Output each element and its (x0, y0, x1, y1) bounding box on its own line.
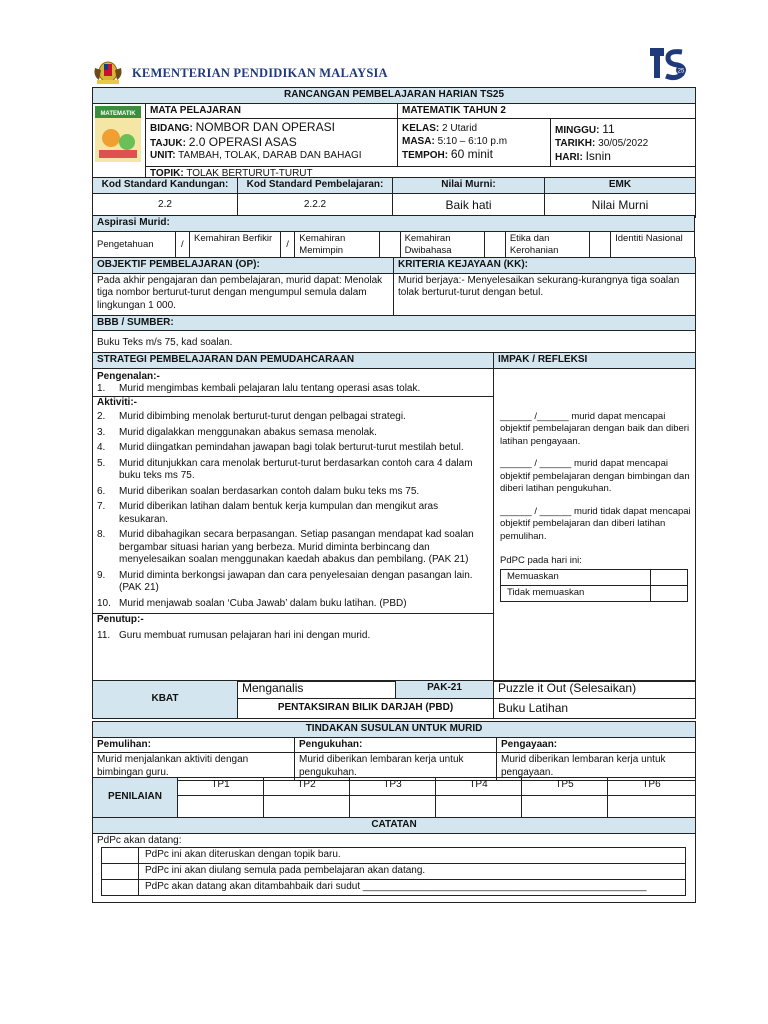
step-1: 1. Murid mengimbas kembali pelajaran lalu tentang operasi asas tolak. (97, 383, 421, 394)
tp6-cell[interactable] (608, 796, 696, 818)
step-11: 11. Guru membuat rumusan pelajaran hari ini dengan murid. (97, 629, 371, 641)
aspirasi-dwibahasa: Kemahiran Dwibahasa (400, 231, 485, 259)
tarikh-value: 30/05/2022 (598, 137, 649, 149)
tp5-cell[interactable] (522, 796, 608, 818)
malaysia-crest-logo (92, 58, 124, 86)
pbd-value: Buku Latihan (494, 699, 696, 719)
textbook-cover-image (93, 103, 146, 182)
ministry-title: KEMENTERIAN PENDIDIKAN MALAYSIA (132, 66, 388, 80)
emk-header: EMK (545, 178, 696, 194)
pengukuhan-label: Pengukuhan: (295, 737, 497, 753)
impak-pengayaan: ______ /______ murid dapat mencapai objektif pembelajaran dengan baik dan diberi latihan pengayaan. (500, 410, 690, 447)
kelas-value: 2 Utarid (442, 123, 478, 134)
impak-pemulihan: ______ / ______ murid tidak dapat mencapai objektif pembelajaran dan diberi latihan pemulihan. (500, 505, 691, 542)
catatan-option-3-checkbox[interactable] (102, 880, 139, 896)
kbat-value: Menganalis (238, 681, 396, 699)
pemulihan-text: Murid menjalankan aktiviti dengan bimbingan guru. (93, 753, 295, 781)
tempoh-label: TEMPOH: (402, 150, 449, 161)
pdpc-memuaskan: Memuaskan (501, 569, 651, 585)
kbat-label: KBAT (93, 681, 238, 719)
ts25-logo (648, 46, 688, 82)
pak-label: PAK-21 (396, 681, 494, 699)
kk-text: Murid berjaya:- Menyelesaikan sekurang-kurangnya tiga soalan tolak berturut-turut dengan betul. (394, 273, 696, 315)
step-6: 6. Murid diberikan soalan berdasarkan contoh dalam buku teks ms 75. (97, 485, 420, 497)
penutup-label: Penutup:- (93, 613, 493, 627)
pdpc-options (500, 569, 688, 602)
aspirasi-etika-checkbox[interactable] (590, 231, 611, 259)
aspirasi-memimpin-checkbox[interactable] (379, 231, 400, 259)
catatan-intro: PdPc akan datang: (97, 834, 182, 846)
pembelajaran-value: 2.2.2 (238, 193, 393, 217)
kandungan-value: 2.2 (93, 193, 238, 217)
ts25-badge-text: 25 (677, 68, 685, 75)
tp3-cell[interactable] (350, 796, 436, 818)
tp1-label: TP1 (178, 778, 264, 796)
tp4-label: TP4 (436, 778, 522, 796)
pak-value: Puzzle it Out (Selesaikan) (494, 681, 696, 699)
tp4-cell[interactable] (436, 796, 522, 818)
catatan-option-2-checkbox[interactable] (102, 864, 139, 880)
catatan-options (101, 847, 686, 896)
aspirasi-identiti: Identiti Nasional (611, 231, 695, 259)
tp2-cell[interactable] (264, 796, 350, 818)
catatan-option-1: PdPc ini akan diteruskan dengan topik baru. (139, 848, 686, 864)
pengayaan-text: Murid diberikan lembaran kerja untuk pengayaan. (497, 753, 696, 781)
tp3-label: TP3 (350, 778, 436, 796)
aspirasi-memimpin: Kemahiran Memimpin (295, 231, 380, 259)
catatan-table (92, 817, 696, 903)
pengukuhan-text: Murid diberikan lembaran kerja untuk pengukuhan. (295, 753, 497, 781)
step-9: 9. Murid diminta berkongsi jawapan dan cara penyelesaian dengan pasangan lain. (PAK 21) (97, 569, 473, 593)
nilai-value: Baik hati (393, 193, 545, 217)
step-10: 10. Murid menjawab soalan ‘Cuba Jawab’ dalam buku latihan. (PBD) (97, 597, 407, 609)
kandungan-header: Kod Standard Kandungan: (93, 178, 238, 194)
pemulihan-label: Pemulihan: (93, 737, 295, 753)
kk-label: KRITERIA KEJAYAAN (KK): (394, 258, 696, 274)
hari-value: Isnin (585, 149, 611, 163)
susulan-label: TINDAKAN SUSULAN UNTUK MURID (93, 722, 696, 738)
op-label: OBJEKTIF PEMBELAJARAN (OP): (93, 258, 394, 274)
penilaian-table (92, 777, 696, 818)
topik-label: TOPIK: (150, 167, 184, 179)
objektif-table (92, 257, 696, 357)
tp6-label: TP6 (608, 778, 696, 796)
catatan-option-2: PdPc ini akan diulang semula pada pembelajaran akan datang. (139, 864, 686, 880)
bidang-value: NOMBOR DAN OPERASI (195, 120, 335, 134)
catatan-option-1-checkbox[interactable] (102, 848, 139, 864)
pdpc-memuaskan-checkbox[interactable] (651, 569, 688, 585)
kbat-table (92, 680, 696, 719)
aspirasi-pengetahuan-checkbox[interactable]: / (175, 231, 189, 259)
aspirasi-berfikir-checkbox[interactable]: / (280, 231, 294, 259)
step-2: 2. Murid dibimbing menolak berturut-turut dengan pelbagai strategi. (97, 411, 406, 422)
masa-label: MASA: (402, 135, 435, 147)
unit-value: TAMBAH, TOLAK, DARAB DAN BAHAGI (178, 150, 362, 161)
emk-value: Nilai Murni (545, 193, 696, 217)
aspirasi-table (92, 215, 695, 260)
step-8: 8. Murid dibahagikan secara berpasangan. Setiap pasangan mendapat kad soalan bergambar situasi harian yang berbeza. Murid diminta berbincang dan menyelesaikan soalan menggunakan kaedah abakus dan pembilang. (PAK 21) (97, 529, 474, 565)
bidang-label: BIDANG: (150, 123, 193, 134)
masa-value: 5:10 – 6:10 p.m (437, 135, 508, 147)
aspirasi-pengetahuan: Pengetahuan (93, 231, 176, 259)
step-7: 7. Murid diberikan latihan dalam bentuk kerja kumpulan dan mengikut aras kesukaran. (97, 501, 439, 525)
topik-value: TOLAK BERTURUT-TURUT (186, 167, 313, 179)
bbb-label: BBB / SUMBER: (93, 315, 696, 331)
step-5: 5. Murid ditunjukkan cara menolak berturut-turut berdasarkan contoh cara 4 dalam buku teks ms 75. (97, 457, 473, 481)
aspirasi-label: Aspirasi Murid: (93, 216, 695, 232)
subject-label: MATA PELAJARAN (146, 103, 398, 119)
aktiviti-label: Aktiviti:- (93, 396, 493, 410)
susulan-table (92, 721, 696, 781)
pembelajaran-header: Kod Standard Pembelajaran: (238, 178, 393, 194)
book-cover-title: MATEMATIK (100, 110, 136, 117)
tajuk-value: 2.0 OPERASI ASAS (188, 134, 297, 149)
impak-label: IMPAK / REFLEKSI (494, 353, 696, 369)
impak-pengukuhan: ______ / ______ murid dapat mencapai objektif pembelajaran dengan bimbingan dan diberi latihan pengukuhan. (500, 458, 690, 494)
pbd-label: PENTAKSIRAN BILIK DARJAH (PBD) (238, 699, 494, 719)
pengayaan-label: Pengayaan: (497, 737, 696, 753)
form-title: RANCANGAN PEMBELAJARAN HARIAN TS25 (93, 88, 696, 104)
lesson-info-table (92, 87, 696, 182)
tempoh-value: 60 minit (450, 147, 493, 161)
pdpc-label: PdPC pada hari ini: (500, 555, 582, 566)
strategi-table (92, 352, 696, 682)
aspirasi-dwibahasa-checkbox[interactable] (485, 231, 506, 259)
subject-value: MATEMATIK TAHUN 2 (398, 103, 696, 119)
tarikh-label: TARIKH: (555, 137, 596, 149)
hari-label: HARI: (555, 152, 583, 163)
tajuk-label: TAJUK: (150, 137, 186, 149)
minggu-label: MINGGU: (555, 125, 600, 136)
step-3: 3. Murid digalakkan menggunakan abakus semasa menolak. (97, 426, 377, 438)
tp2-label: TP2 (264, 778, 350, 796)
op-text: Pada akhir pengajaran dan pembelajaran, murid dapat: Menolak tiga nombor berturut-turut dengan mengumpul semula dalam lingkungan 1 000. (93, 273, 394, 315)
kelas-label: KELAS: (402, 123, 440, 134)
catatan-label: CATATAN (93, 818, 696, 834)
bbb-text: Buku Teks m/s 75, kad soalan. (93, 331, 696, 357)
pdpc-tidak-memuaskan: Tidak memuaskan (501, 585, 651, 601)
minggu-value: 11 (602, 122, 615, 136)
nilai-header: Nilai Murni: (393, 178, 545, 194)
penilaian-label: PENILAIAN (93, 778, 178, 818)
strategi-label: STRATEGI PEMBELAJARAN DAN PEMUDAHCARAAN (93, 353, 494, 369)
aspirasi-berfikir: Kemahiran Berfikir (190, 231, 281, 259)
tp5-label: TP5 (522, 778, 608, 796)
pengenalan-label: Pengenalan:- (97, 370, 160, 382)
pdpc-tidak-memuaskan-checkbox[interactable] (651, 585, 688, 601)
step-4: 4. Murid diingatkan pemindahan jawapan bagi tolak berturut-turut mestilah betul. (97, 442, 464, 453)
tp1-cell[interactable] (178, 796, 264, 818)
aspirasi-etika: Etika dan Kerohanian (505, 231, 590, 259)
catatan-option-3: PdPc akan datang akan ditambahbaik dari sudut ___________________________________________________ (139, 880, 686, 896)
standards-table (92, 177, 696, 218)
unit-label: UNIT: (150, 150, 176, 161)
